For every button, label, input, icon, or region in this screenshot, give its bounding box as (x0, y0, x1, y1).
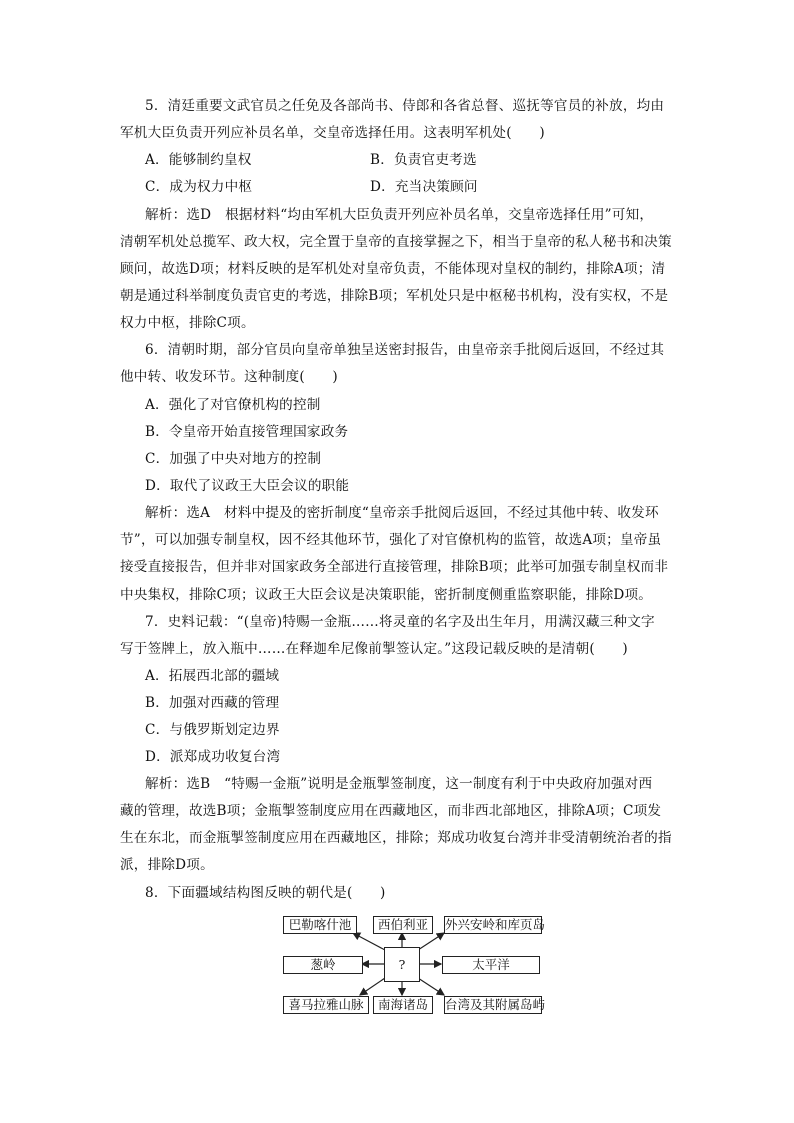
arrow-to-top-right (418, 933, 444, 950)
q5-analysis-line-5: 权力中枢，排除C项。 (120, 315, 255, 331)
q7-option-b: B．加强对西藏的管理 (145, 695, 280, 711)
q6-stem-line-1: 6．清朝时期，部分官员向皇帝单独呈送密封报告，由皇帝亲手批阅后返回，不经过其 (145, 342, 665, 358)
diagram-box-bot-mid: 南海诸岛 (373, 996, 433, 1014)
q7-analysis-line-1: 解析：选B “特赐一金瓶”说明是金瓶掣签制度，这一制度有利于中央政府加强对西 (145, 776, 653, 792)
q7-stem-line-1: 7．史料记载：“(皇帝)特赐一金瓶……将灵童的名字及出生年月，用满汉藏三种文字 (145, 614, 655, 630)
q7-stem-line-2: 写于签牌上，放入瓶中……在释迦牟尼像前掣签认定。”这段记载反映的是清朝( ) (120, 641, 628, 657)
q5-stem-line-2: 军机大臣负责开列应补员名单，交皇帝选择任用。这表明军机处( ) (120, 125, 545, 141)
diagram-box-bot-right: 台湾及其附属岛屿 (445, 997, 546, 1012)
q6-analysis-line-3: 接受直接报告，但并非对国家政务全部进行直接管理，排除B项；此举可加强专制皇权而非 (120, 559, 669, 575)
q6-analysis-line-1: 解析：选A 材料中提及的密折制度“皇帝亲手批阅后返回，不经过其他中转、收发环 (145, 505, 659, 521)
q6-analysis-line-2: 节”，可以加强专制皇权，因不经其他环节，强化了对官僚机构的监管，故选A项；皇帝虽 (120, 532, 662, 548)
q7-option-a: A．拓展西北部的疆域 (145, 668, 280, 684)
q6-option-c: C．加强了中央对地方的控制 (145, 451, 322, 467)
q7-analysis-line-3: 生在东北，而金瓶掣签制度应用在西藏地区，排除；郑成功收复台湾并非受清朝统治者的指 (120, 830, 672, 846)
q7-option-d: D．派郑成功收复台湾 (145, 749, 281, 765)
diagram-box-top-right: 外兴安岭和库页岛 (445, 917, 546, 932)
q6-stem-line-2: 他中转、收发环节。这种制度( ) (120, 369, 338, 385)
q5-option-a: A．能够制约皇权 (145, 152, 252, 168)
diagram-box-top-mid: 西伯利亚 (373, 916, 433, 934)
arrow-to-top-left (353, 933, 385, 950)
q5-option-c: C．成为权力中枢 (145, 179, 253, 195)
diagram-box-top-left: 巴勒喀什池 (283, 916, 357, 934)
q5-option-b: B．负责官吏考选 (370, 152, 477, 168)
q5-stem-line-1: 5．清廷重要文武官员之任免及各部尚书、侍郎和各省总督、巡抚等官员的补放，均由 (145, 98, 665, 114)
q6-option-a: A．强化了对官僚机构的控制 (145, 397, 321, 413)
q5-analysis-line-3: 顾问，故选D项；材料反映的是军机处对皇帝负责，不能体现对皇权的制约，排除A项；清 (120, 261, 666, 277)
q5-analysis-line-2: 清朝军机处总揽军、政大权，完全置于皇帝的直接掌握之下，相当于皇帝的私人秘书和决策 (120, 234, 672, 250)
q5-option-d: D．充当决策顾问 (370, 179, 478, 195)
diagram-box-bot-left: 喜马拉雅山脉 (283, 996, 369, 1014)
arrow-to-bot-left (360, 978, 385, 995)
arrow-to-bot-right (418, 978, 444, 995)
q7-analysis-line-4: 派，排除D项。 (120, 857, 214, 873)
q6-analysis-line-4: 中央集权，排除C项；议政王大臣会议是决策职能，密折制度侧重监察职能，排除D项。 (120, 587, 653, 603)
q6-option-d: D．取代了议政王大臣会议的职能 (145, 478, 350, 494)
q8-stem-line-1: 8．下面疆域结构图反映的朝代是( ) (145, 885, 386, 901)
diagram-box-mid-right: 太平洋 (442, 956, 540, 974)
q7-analysis-line-2: 藏的管理，故选B项；金瓶掣签制度应用在西藏地区，而非西北部地区，排除A项；C项发 (120, 803, 662, 819)
q5-analysis-line-4: 朝是通过科举制度负责官吏的考选，排除B项；军机处只是中枢秘书机构，没有实权，不是 (120, 288, 669, 304)
q6-option-b: B．令皇帝开始直接管理国家政务 (145, 424, 349, 440)
diagram-box-mid-left: 葱岭 (283, 956, 363, 974)
q5-analysis-line-1: 解析：选D 根据材料“均由军机大臣负责开列应补员名单，交皇帝选择任用”可知， (145, 207, 654, 223)
q7-option-c: C．与俄罗斯划定边界 (145, 722, 280, 738)
diagram-box-center: ? (384, 947, 420, 982)
